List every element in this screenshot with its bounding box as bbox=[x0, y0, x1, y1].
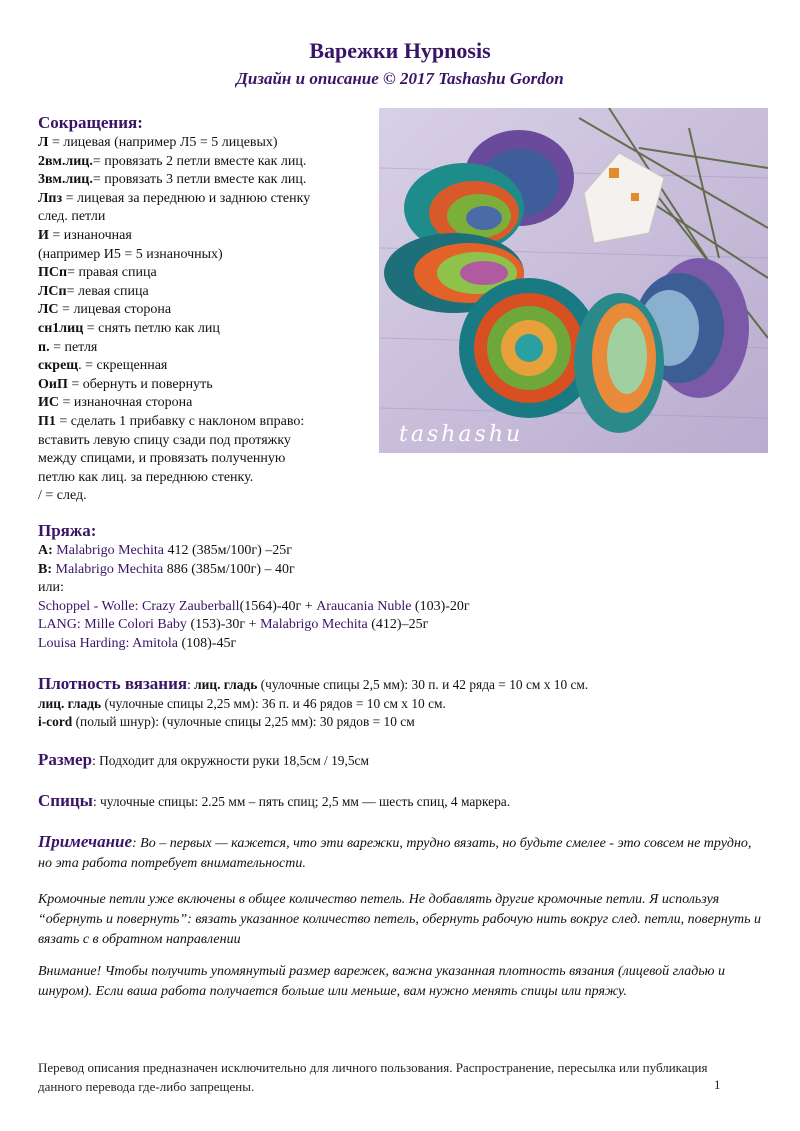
yarn-a-label: A: bbox=[38, 543, 53, 558]
abbreviation-definition: = лицевая (например Л5 = 5 лицевых) bbox=[48, 135, 278, 150]
yarn-alt3-detail: (108)-45г bbox=[177, 635, 237, 651]
gauge-section bbox=[38, 675, 768, 732]
abbreviation-definition: = правая спица bbox=[67, 265, 157, 281]
gauge-l2-term: лиц. гладь bbox=[38, 695, 102, 711]
abbreviation-definition: = изнаночная сторона bbox=[59, 395, 193, 411]
abbreviation-term: И bbox=[38, 227, 49, 243]
mittens-photo bbox=[379, 108, 768, 453]
yarn-a-detail: 412 (385м/100г) –25г bbox=[163, 543, 293, 558]
abbreviation-definition: . = скрещенная bbox=[78, 358, 168, 374]
abbreviation-term: п. bbox=[38, 339, 50, 355]
photo-watermark: tashashu bbox=[399, 422, 524, 447]
yarn-alt2-link2[interactable]: Malabrigo Mechita bbox=[260, 617, 368, 633]
needles-section bbox=[38, 792, 768, 812]
yarn-alt3-link[interactable]: Louisa Harding: Amitola bbox=[38, 635, 178, 651]
abbreviation-definition: = снять петлю как лиц bbox=[83, 320, 220, 336]
abbreviation-definition: / = след. bbox=[38, 488, 87, 504]
yarn-b-label: B: bbox=[38, 561, 52, 577]
yarn-or: или: bbox=[38, 580, 64, 596]
size-text: : Подходит для окружности руки 18,5см / 19,5см bbox=[92, 753, 369, 768]
abbreviation-definition: = изнаночная bbox=[48, 227, 132, 243]
abbreviation-definition: = петля bbox=[49, 339, 98, 355]
abbreviation-term: ПСп bbox=[38, 265, 68, 281]
abbreviation-definition: = лицевая сторона bbox=[58, 302, 172, 318]
note-text: : Во – первых — кажется, что эти варежки, трудно вязать, но будьте смелее - это совсем не трудно, но эта работа потребует внимательности. bbox=[38, 836, 752, 871]
abbreviation-term: ОиП bbox=[38, 376, 68, 392]
abbreviation-definition: вставить левую спицу сзади под протяжку bbox=[38, 432, 291, 448]
abbreviation-item bbox=[38, 283, 378, 302]
gauge-l3-text: (полый шнур): (чулочные спицы 2,25 мм): 30 рядов = 10 см bbox=[72, 714, 415, 730]
abbreviation-definition: (например И5 = 5 изнаночных) bbox=[38, 246, 223, 262]
abbreviations-section bbox=[38, 112, 378, 506]
gauge-l2-text: (чулочные спицы 2,25 мм): 36 п. и 46 рядов = 10 см х 10 см. bbox=[101, 695, 446, 711]
page-subtitle: Дизайн и описание © 2017 Tashashu Gordon bbox=[236, 69, 564, 88]
abbreviation-item bbox=[38, 357, 378, 376]
abbreviation-item bbox=[38, 171, 378, 190]
abbreviation-item bbox=[38, 394, 378, 413]
abbreviation-item bbox=[38, 264, 378, 283]
abbreviation-term: ЛСп bbox=[38, 283, 67, 299]
abbreviation-definition: = провязать 3 петли вместе как лиц. bbox=[92, 172, 307, 188]
size-heading: Размер bbox=[38, 750, 93, 769]
yarn-alt1-mid: (1564)-40г + bbox=[239, 598, 317, 614]
abbreviation-definition: след. петли bbox=[38, 209, 106, 225]
mitten-striped bbox=[574, 293, 664, 433]
yarn-b-detail: 886 (385м/100г) – 40г bbox=[163, 561, 295, 577]
yarn-b bbox=[38, 561, 758, 580]
abbreviation-item bbox=[38, 376, 378, 395]
yarn-alt-3 bbox=[38, 635, 758, 654]
abbreviation-definition: = обернуть и повернуть bbox=[67, 376, 213, 392]
note-warning: Внимание! Чтобы получить упомянутый размер варежек, важна указанная плотность вязания (лицевой гладью и шнуром). Если ваша работа получается больше или меньше, вам нужно менять спицы или пряжу. bbox=[38, 964, 726, 999]
mittens-photo-image bbox=[379, 108, 768, 453]
yarn-heading: Пряжа: bbox=[38, 521, 97, 540]
abbreviation-definition: петлю как лиц. за переднюю стенку. bbox=[38, 469, 254, 485]
gauge-heading: Плотность вязания bbox=[38, 674, 188, 693]
abbreviation-item bbox=[38, 208, 378, 227]
abbreviation-definition: = провязать 2 петли вместе как лиц. bbox=[92, 153, 307, 169]
abbreviation-item bbox=[38, 487, 378, 506]
abbreviation-item bbox=[38, 432, 378, 451]
abbreviation-term: Лпз bbox=[38, 190, 63, 206]
note-heading: Примечание bbox=[38, 832, 133, 851]
size-section bbox=[38, 751, 768, 771]
needles-text: : чулочные спицы: 2.25 мм – пять спиц; 2,5 мм — шесть спиц, 4 маркера. bbox=[92, 794, 511, 809]
abbreviation-item bbox=[38, 413, 378, 432]
abbreviation-definition: = левая спица bbox=[66, 283, 149, 299]
gauge-l3-term: i-cord bbox=[38, 714, 73, 730]
footer-disclaimer: Перевод описания предназначен исключительно для личного пользования. Распространение, пересылка или публикация данного перевода где-либо запрещены. bbox=[38, 1060, 708, 1094]
gauge-colon: : bbox=[187, 677, 195, 692]
abbreviation-item bbox=[38, 320, 378, 339]
yarn-alt-2 bbox=[38, 616, 758, 635]
abbreviations-list bbox=[38, 134, 378, 506]
note-section bbox=[38, 832, 768, 874]
abbreviation-term: ИС bbox=[38, 395, 59, 411]
abbreviation-item bbox=[38, 190, 378, 209]
abbreviation-item bbox=[38, 153, 378, 172]
gauge-l1-term: лиц. гладь bbox=[194, 677, 258, 692]
abbreviation-term: 3вм.лиц. bbox=[38, 172, 93, 188]
yarn-alt2-link1[interactable]: LANG: Mille Colori Baby bbox=[38, 617, 187, 633]
yarn-alt1-link1[interactable]: Schoppel - Wolle: Crazy Zauberball bbox=[38, 598, 240, 614]
abbreviation-definition: между спицами, и провязать полученную bbox=[38, 451, 286, 467]
abbreviations-heading: Сокращения: bbox=[38, 113, 143, 132]
abbreviation-term: ЛС bbox=[38, 302, 59, 318]
abbreviation-definition: = сделать 1 прибавку с наклоном вправо: bbox=[55, 413, 305, 429]
needles-heading: Спицы bbox=[38, 791, 93, 810]
yarn-b-link[interactable]: Malabrigo Mechita bbox=[55, 561, 164, 577]
note-edge-stitches: Кромочные петли уже включены в общее количество петель. Не добавлять другие кромочные петли. Я используя “обернуть и повернуть”: вязать указанное количество петель, обернуть рабочую нить вокруг след. петли, повернуть и вязать с в обратном направлении bbox=[38, 892, 761, 947]
yarn-a bbox=[38, 542, 758, 561]
gauge-l1-text: (чулочные спицы 2,5 мм): 30 п. и 42 ряда = 10 см х 10 см. bbox=[257, 677, 589, 692]
yarn-a-link[interactable]: Malabrigo Mechita bbox=[56, 543, 164, 558]
abbreviation-term: 2вм.лиц. bbox=[38, 153, 93, 169]
page-title: Варежки Hypnosis bbox=[309, 38, 491, 63]
yarn-alt1-detail: (103)-20г bbox=[411, 598, 470, 614]
yarn-alt2-mid: (153)-30г + bbox=[186, 617, 261, 633]
page-number: 1 bbox=[714, 1077, 721, 1092]
abbreviation-term: сн1лиц bbox=[38, 320, 84, 336]
abbreviation-item bbox=[38, 301, 378, 320]
yarn-alt1-link2[interactable]: Araucania Nuble bbox=[316, 598, 412, 614]
abbreviation-item bbox=[38, 450, 378, 469]
yarn-alt2-detail: (412)–25г bbox=[367, 617, 429, 633]
abbreviation-term: П1 bbox=[38, 413, 56, 429]
abbreviation-item bbox=[38, 469, 378, 488]
abbreviation-term: Л bbox=[38, 135, 49, 150]
abbreviation-item bbox=[38, 134, 378, 153]
abbreviation-definition: = лицевая за переднюю и заднюю стенку bbox=[62, 190, 311, 206]
yarn-alt-1 bbox=[38, 598, 758, 617]
abbreviation-item bbox=[38, 339, 378, 358]
abbreviation-term: скрещ bbox=[38, 358, 79, 374]
abbreviation-item bbox=[38, 227, 378, 246]
abbreviation-item bbox=[38, 246, 378, 265]
yarn-section bbox=[38, 520, 758, 654]
